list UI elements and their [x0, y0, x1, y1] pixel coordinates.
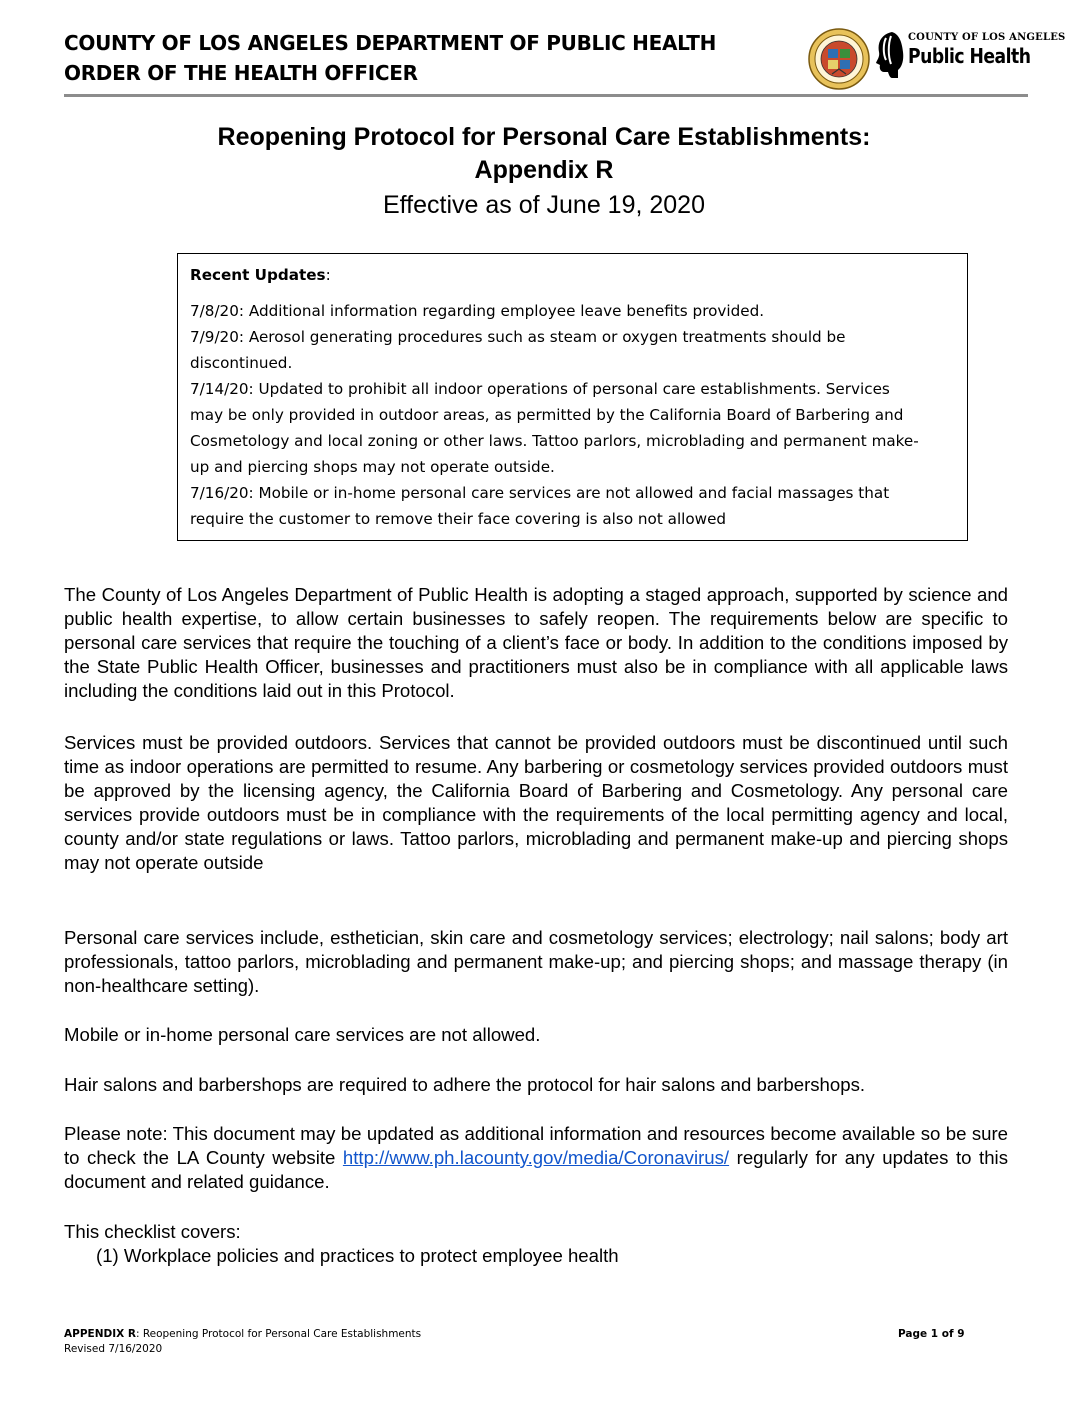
recent-updates-box: [177, 253, 968, 541]
document-title-appendix: Appendix R: [474, 156, 614, 184]
recent-updates-list: [190, 298, 955, 532]
checklist-item: (1) Workplace policies and practices to protect employee health: [96, 1245, 619, 1266]
logo-county-text: COUNTY OF LOS ANGELES: [908, 32, 1066, 43]
notice-text-after-link: regularly for any updates to this document and related guidance.: [64, 1147, 1008, 1192]
profile-silhouette-icon: [874, 30, 906, 80]
public-health-logo: [874, 30, 1066, 80]
services-included-paragraph: Personal care services include, esthetician, skin care and cosmetology services; electrology; nail salons; body art professionals, tattoo parlors, microblading and permanent make-up; and piercing shops; and massage therapy (in non-healthcare setting).: [64, 927, 1008, 996]
notice-text-before-link: Please note: This document may be updated as additional information and resources become available so be sure to check the LA County website: [64, 1123, 1008, 1168]
logo-public-health-text: Public Health: [908, 44, 1031, 68]
footer-revised: Revised 7/16/2020: [64, 1343, 163, 1355]
footer-appendix-line: [64, 1327, 421, 1342]
county-seal-icon: [808, 28, 870, 90]
recent-updates-heading-colon: :: [325, 266, 331, 284]
update-line: 7/14/20: Updated to prohibit all indoor operations of personal care establishments. Services: [190, 380, 890, 398]
document-title: Reopening Protocol for Personal Care Establishments:: [217, 123, 871, 151]
footer-appendix-label: APPENDIX R: [64, 1328, 136, 1340]
header-line-2: ORDER OF THE HEALTH OFFICER: [64, 61, 418, 85]
update-line: Cosmetology and local zoning or other laws. Tattoo parlors, microblading and permanent make-: [190, 432, 919, 450]
la-county-coronavirus-link[interactable]: http://www.ph.lacounty.gov/media/Coronavirus/: [342, 1147, 730, 1168]
page-footer: [64, 1327, 421, 1357]
outdoor-services-paragraph: Services must be provided outdoors. Services that cannot be provided outdoors must be discontinued until such time as indoor operations are permitted to resume. Any barbering or cosmetology services provided outdoors must be approved by the licensing agency, the California Board of Barbering and Cosmetology. Any personal care services provide outdoors must be in compliance with the requirements of the local permitting agency and local, county and/or state regulations or laws. Tattoo parlors, microblading and permanent make-up and piercing shops may not operate outside: [64, 732, 1008, 873]
checklist-intro: This checklist covers:: [64, 1221, 241, 1242]
update-line: may be only provided in outdoor areas, as permitted by the California Board of Barbering and: [190, 406, 904, 424]
update-notice-paragraph: [64, 1122, 1008, 1194]
intro-paragraph: The County of Los Angeles Department of Public Health is adopting a staged approach, supported by science and public health expertise, to allow certain businesses to safely reopen. The requirements below are specific to personal care services that require the touching of a client’s face or body. In addition to the conditions imposed by the State Public Health Officer, businesses and practitioners must also be in compliance with all applicable laws including the conditions laid out in this Protocol.: [64, 584, 1008, 701]
update-line: up and piercing shops may not operate outside.: [190, 458, 555, 476]
effective-date: Effective as of June 19, 2020: [383, 191, 705, 219]
footer-appendix-title: : Reopening Protocol for Personal Care Establishments: [135, 1328, 422, 1340]
update-line: 7/8/20: Additional information regarding employee leave benefits provided.: [190, 302, 765, 320]
mobile-services-paragraph: Mobile or in-home personal care services are not allowed.: [64, 1024, 541, 1045]
header-line-1: COUNTY OF LOS ANGELES DEPARTMENT OF PUBLIC HEALTH: [64, 31, 717, 55]
update-line: 7/16/20: Mobile or in-home personal care services are not allowed and facial massages that: [190, 484, 890, 502]
page-number: Page 1 of 9: [898, 1328, 965, 1340]
document-header: [64, 28, 716, 88]
header-divider: [64, 94, 1028, 97]
recent-updates-heading: [190, 262, 955, 298]
recent-updates-heading-text: Recent Updates: [190, 266, 326, 284]
update-line: 7/9/20: Aerosol generating procedures such as steam or oxygen treatments should be: [190, 328, 846, 346]
update-line: require the customer to remove their face covering is also not allowed: [190, 510, 727, 528]
hair-salons-paragraph: Hair salons and barbershops are required to adhere the protocol for hair salons and barbershops.: [64, 1074, 866, 1095]
update-line: discontinued.: [190, 354, 293, 372]
